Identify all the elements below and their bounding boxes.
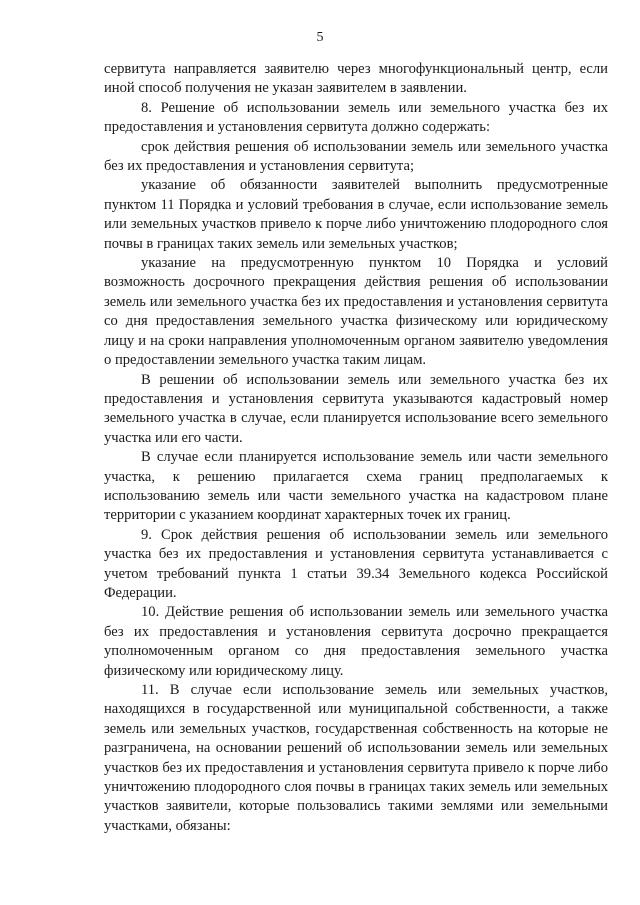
- paragraph-item-10: 10. Действие решения об использовании земель или земельного участка без их предоставления и установления сервитута досрочно прекращается уполномоченным органом со дня предоставления земельного участка физическому или юридическому лицу.: [104, 604, 608, 679]
- document-body: [104, 60, 608, 836]
- paragraph-decision-term: срок действия решения об использовании земель или земельного участка без их предоставления и установления сервитута;: [104, 138, 608, 175]
- paragraph-obligation: указание об обязанности заявителей выполнить предусмотренные пунктом 11 Порядка и условий требования в случае, если использование земель или земельных участков привело к порче либо уничтожению плодородного слоя почвы в границах таких земель или земельных участков;: [104, 177, 608, 252]
- paragraph-item-11: 11. В случае если использование земель или земельных участков, находящихся в государственной или муниципальной собственности, а также земель или земельных участков, государственная собственность на которые не разграничена, на основании решений об использовании земель или земельных участков без их предоставления и установления сервитута привело к порче либо уничтожению плодородного слоя почвы в границах таких земель или земельных участков заявители, которые пользовались такими землями или земельными участками, обязаны:: [104, 682, 608, 834]
- paragraph-early-termination: указание на предусмотренную пунктом 10 Порядка и условий возможность досрочного прекращения действия решения об использовании земель или земельного участка без их предоставления и установления сервитута со дня предоставления земельного участка физическому или юридическому лицу и на сроки направления уполномоченным органом заявителю уведомления о предоставлении земельного участка таким лицам.: [104, 255, 608, 369]
- page-number: 5: [316, 30, 324, 45]
- paragraph-boundary-scheme: В случае если планируется использование земель или части земельного участка, к решению прилагается схема границ предполагаемых к использованию земель или части земельного участка на кадастровом плане территории с указанием координат характерных точек их границ.: [104, 449, 608, 524]
- paragraph-continuation: сервитута направляется заявителю через многофункциональный центр, если иной способ получения не указан заявителем в заявлении.: [104, 61, 608, 97]
- paragraph-item-9: 9. Срок действия решения об использовании земель или земельного участка без их предоставления и установления сервитута устанавливается с учетом требований пункта 1 статьи 39.34 Земельного кодекса Российской Федерации.: [104, 526, 608, 601]
- paragraph-item-8: 8. Решение об использовании земель или земельного участка без их предоставления и установления сервитута должно содержать:: [104, 99, 608, 136]
- paragraph-cadastral-number: В решении об использовании земель или земельного участка без их предоставления и установления сервитута указываются кадастровый номер земельного участка в случае, если планируется использование всего земельного участка или его части.: [104, 371, 608, 446]
